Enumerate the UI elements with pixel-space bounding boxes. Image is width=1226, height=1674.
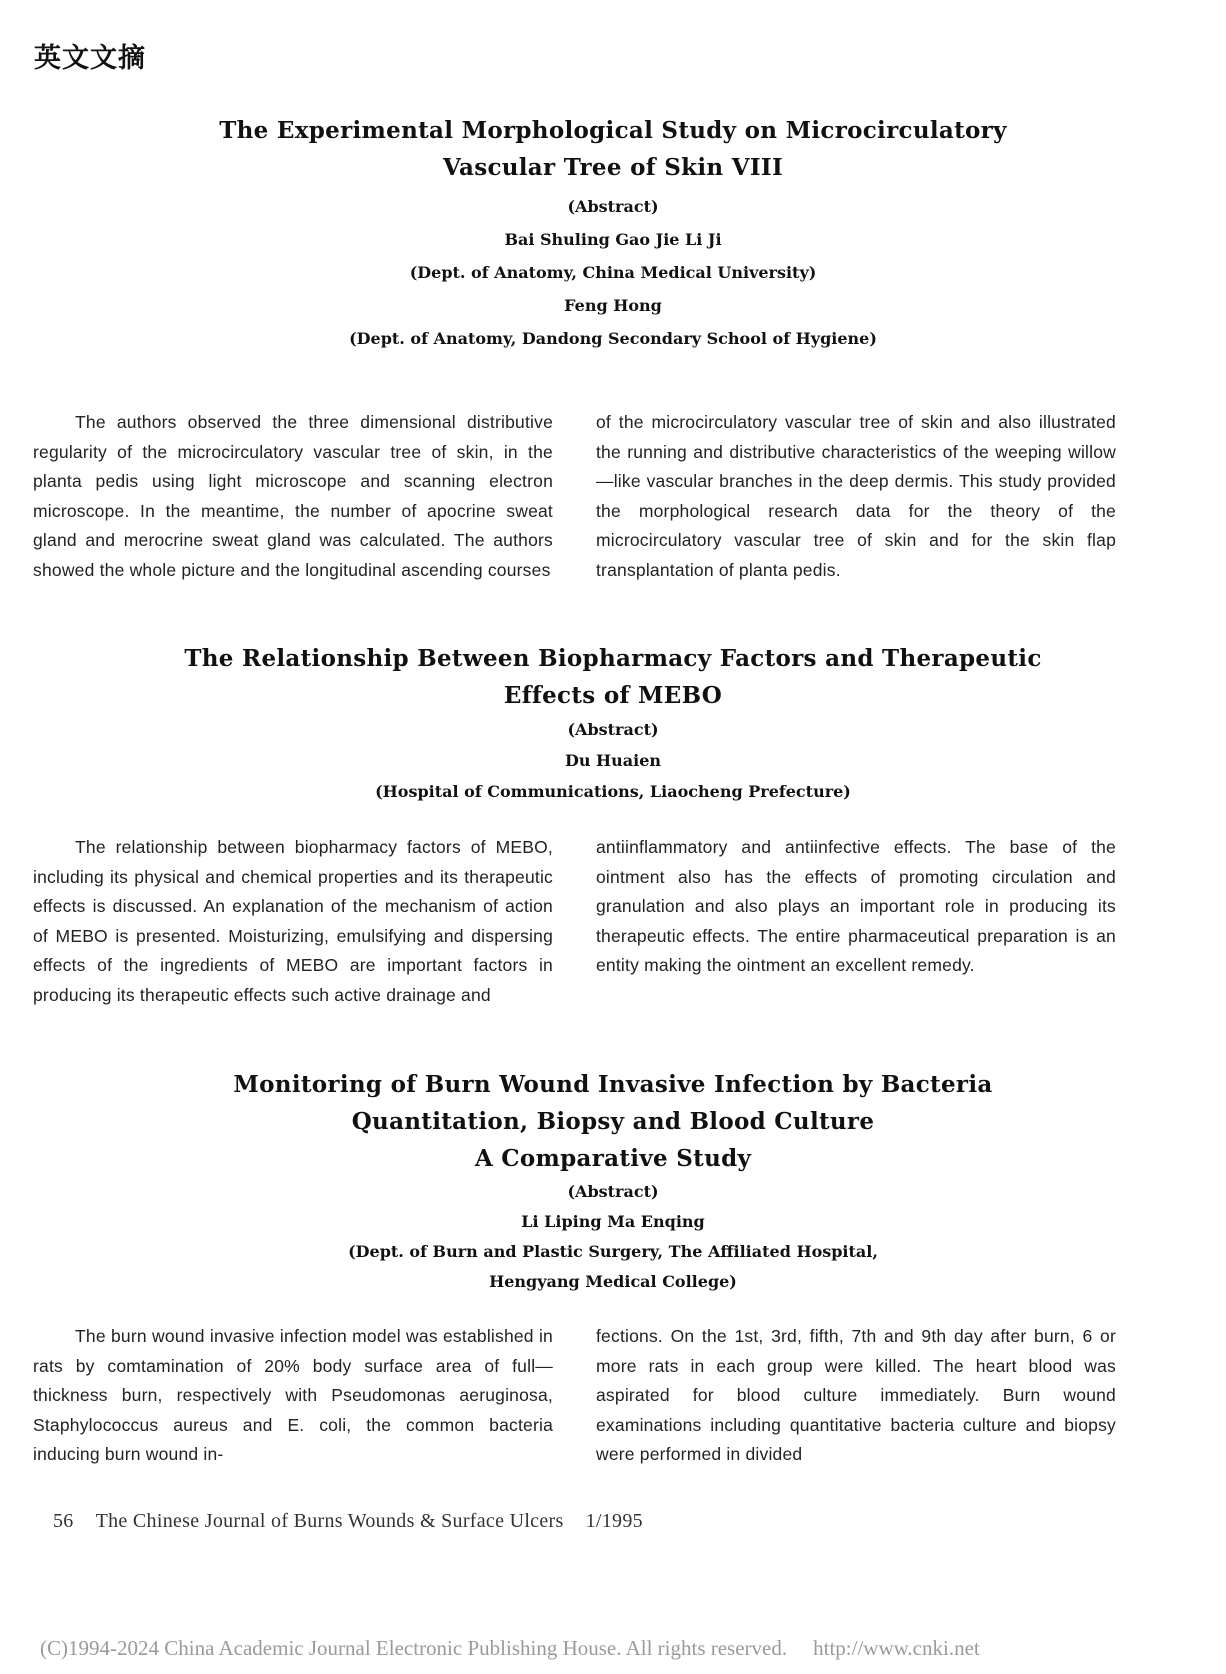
copyright-text: (C)1994-2024 China Academic Journal Electronic Publishing House. All rights reserved.: [40, 1636, 788, 1660]
page-footer: [53, 1510, 665, 1533]
authors: Li Liping Ma Enqing: [521, 1212, 705, 1231]
article-2: [0, 640, 1226, 807]
abstract-text-left: The burn wound invasive infection model was established in rats by comtamination of 20% body surface area of full—thickness burn, respectively with Pseudomonas aeruginosa, Staphylococcus aureus and E. coli, the common bacteria inducing burn wound in-: [33, 1326, 553, 1464]
section-label: 英文文摘: [34, 43, 146, 74]
title-line: Effects of MEBO: [503, 682, 723, 709]
article-title: [0, 112, 1226, 186]
article-meta: [0, 190, 1226, 355]
article-meta: [0, 714, 1226, 807]
title-line: Monitoring of Burn Wound Invasive Infection by Bacteria: [233, 1071, 993, 1098]
article-1: [0, 112, 1226, 355]
abstract-text-left: The authors observed the three dimensional distributive regularity of the microcirculatory vascular tree of skin, in the planta pedis using light microscope and scanning electron microscope. In the meantime, the number of apocrine sweat gland and merocrine sweat gland was calculated. The authors showed the whole picture and the longitudinal ascending courses: [33, 412, 553, 580]
abstract-label: (Abstract): [567, 197, 659, 216]
abstract-label: (Abstract): [567, 1182, 659, 1201]
journal-issue: 1/1995: [585, 1510, 643, 1532]
article-title: [0, 1066, 1226, 1177]
affiliation: (Dept. of Anatomy, China Medical University): [409, 263, 817, 282]
page-number: 56: [53, 1510, 74, 1532]
authors: Bai Shuling Gao Jie Li Ji: [504, 230, 722, 249]
title-line: The Experimental Morphological Study on Microcirculatory: [219, 117, 1007, 144]
abstract-text-left: The relationship between biopharmacy factors of MEBO, including its physical and chemical properties and its therapeutic effects is discussed. An explanation of the mechanism of action of MEBO is presented. Moisturizing, emulsifying and dispersing effects of the ingredients of MEBO are important factors in producing its therapeutic effects such active drainage and: [33, 837, 553, 1005]
copyright-url: http://www.cnki.net: [813, 1636, 980, 1660]
abstract-text-right: of the microcirculatory vascular tree of skin and also illustrated the running and distributive characteristics of the weeping willow—like vascular branches in the deep dermis. This study provided the morphological research data for the theory of the microcirculatory vascular tree of skin and for the skin flap transplantation of planta pedis.: [596, 412, 1116, 580]
affiliation: (Dept. of Anatomy, Dandong Secondary School of Hygiene): [349, 329, 877, 348]
title-line: The Relationship Between Biopharmacy Factors and Therapeutic: [184, 645, 1042, 672]
title-line: A Comparative Study: [474, 1145, 752, 1172]
abstract-label: (Abstract): [567, 720, 659, 739]
title-line: Quantitation, Biopsy and Blood Culture: [351, 1108, 875, 1135]
authors: Du Huaien: [564, 751, 662, 770]
copyright-notice: [40, 1636, 980, 1661]
abstract-text-right: fections. On the 1st, 3rd, fifth, 7th and 9th day after burn, 6 or more rats in each group were killed. The heart blood was aspirated for blood culture immediately. Burn wound examinations including quantitative bacteria culture and biopsy were performed in divided: [596, 1326, 1116, 1464]
article-title: [0, 640, 1226, 714]
affiliation: (Hospital of Communications, Liaocheng Prefecture): [375, 782, 851, 801]
affiliation: (Dept. of Burn and Plastic Surgery, The Affiliated Hospital,: [348, 1242, 878, 1261]
title-line: Vascular Tree of Skin VIII: [442, 154, 784, 181]
authors: Feng Hong: [564, 296, 662, 315]
abstract-text-right: antiinflammatory and antiinfective effects. The base of the ointment also has the effects of promoting circulation and granulation and also plays an important role in producing its therapeutic effects. The entire pharmaceutical preparation is an entity making the ointment an excellent remedy.: [596, 837, 1116, 975]
affiliation: Hengyang Medical College): [489, 1272, 737, 1291]
article-meta: [0, 1177, 1226, 1297]
article-3: [0, 1066, 1226, 1297]
journal-name: The Chinese Journal of Burns Wounds & Surface Ulcers: [95, 1510, 564, 1532]
